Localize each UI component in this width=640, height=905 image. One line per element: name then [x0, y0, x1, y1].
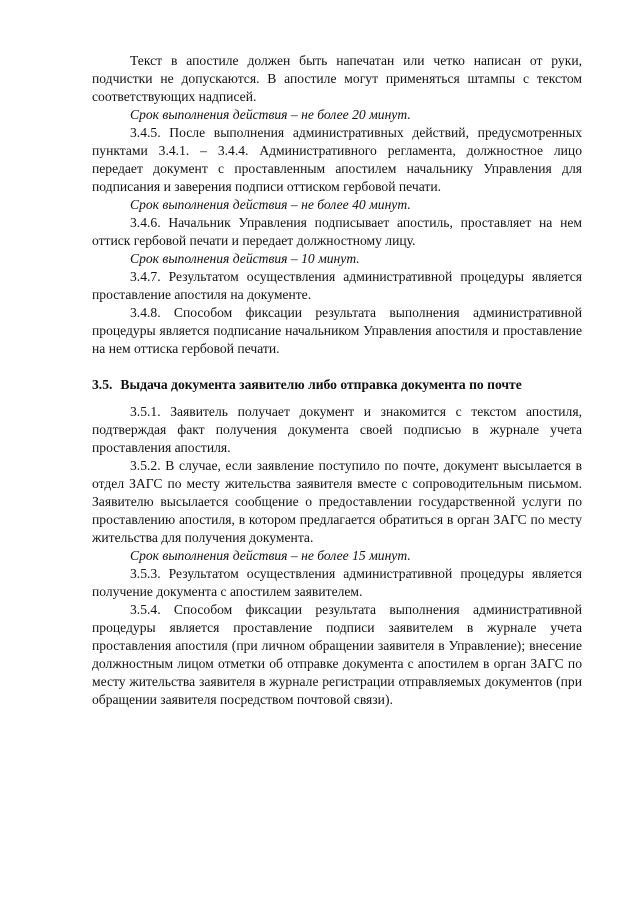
deadline-note: Срок выполнения действия – не более 15 минут.	[130, 548, 411, 563]
paragraph-3-4-5: 3.4.5. После выполнения административных действий, предусмотренных пунктами 3.4.1. – 3.4.4. Административного регламента, должностное лицо передает документ с проставленным апостилем начальнику Управления для подписания и заверения подписи оттиском гербовой печати.	[92, 125, 582, 194]
deadline-note: Срок выполнения действия – 10 минут.	[130, 251, 360, 266]
paragraph-apostille-text: Текст в апостиле должен быть напечатан или четко написан от руки, подчистки не допускаются. В апостиле могут применяться штампы с текстом соответствующих надписей.	[92, 53, 582, 104]
deadline-note: Срок выполнения действия – не более 20 минут.	[130, 107, 411, 122]
paragraph-3-4-8: 3.4.8. Способом фиксации результата выполнения административной процедуры является подписание начальником Управления апостиля и проставление на нем оттиска гербовой печати.	[92, 305, 582, 356]
paragraph-3-4-7: 3.4.7. Результатом осуществления административной процедуры является проставление апостиля на документе.	[92, 269, 582, 302]
paragraph-3-5-2: 3.5.2. В случае, если заявление поступило по почте, документ высылается в отдел ЗАГС по месту жительства заявителя вместе с сопроводительным письмом. Заявителю высылается сообщение о предоставлении государственной услуги по проставлению апостиля, в котором предлагается обратиться в орган ЗАГС по месту жительства для получения документа.	[92, 458, 582, 545]
section-heading-3-5	[92, 376, 582, 394]
paragraph-3-5-4: 3.5.4. Способом фиксации результата выполнения административной процедуры является проставление подписи заявителем в журнале учета проставления апостиля (при личном обращении заявителя в Управление); внесение должностным лицом отметки об отправке документа с апостилем в орган ЗАГС по месту жительства заявителя в журнале регистрации отправляемых документов (при обращении заявителя посредством почтовой связи).	[92, 602, 582, 707]
paragraph-3-5-3: 3.5.3. Результатом осуществления административной процедуры является получение документа с апостилем заявителем.	[92, 566, 582, 599]
paragraph-3-5-1: 3.5.1. Заявитель получает документ и знакомится с текстом апостиля, подтверждая факт получения документа своей подписью в журнале учета проставления апостиля.	[92, 404, 582, 455]
section-title: Выдача документа заявителю либо отправка документа по почте	[120, 377, 522, 392]
paragraph-3-4-6: 3.4.6. Начальник Управления подписывает апостиль, проставляет на нем оттиск гербовой печати и передает должностному лицу.	[92, 215, 582, 248]
deadline-note: Срок выполнения действия – не более 40 минут.	[130, 197, 411, 212]
section-number: 3.5.	[92, 377, 113, 392]
